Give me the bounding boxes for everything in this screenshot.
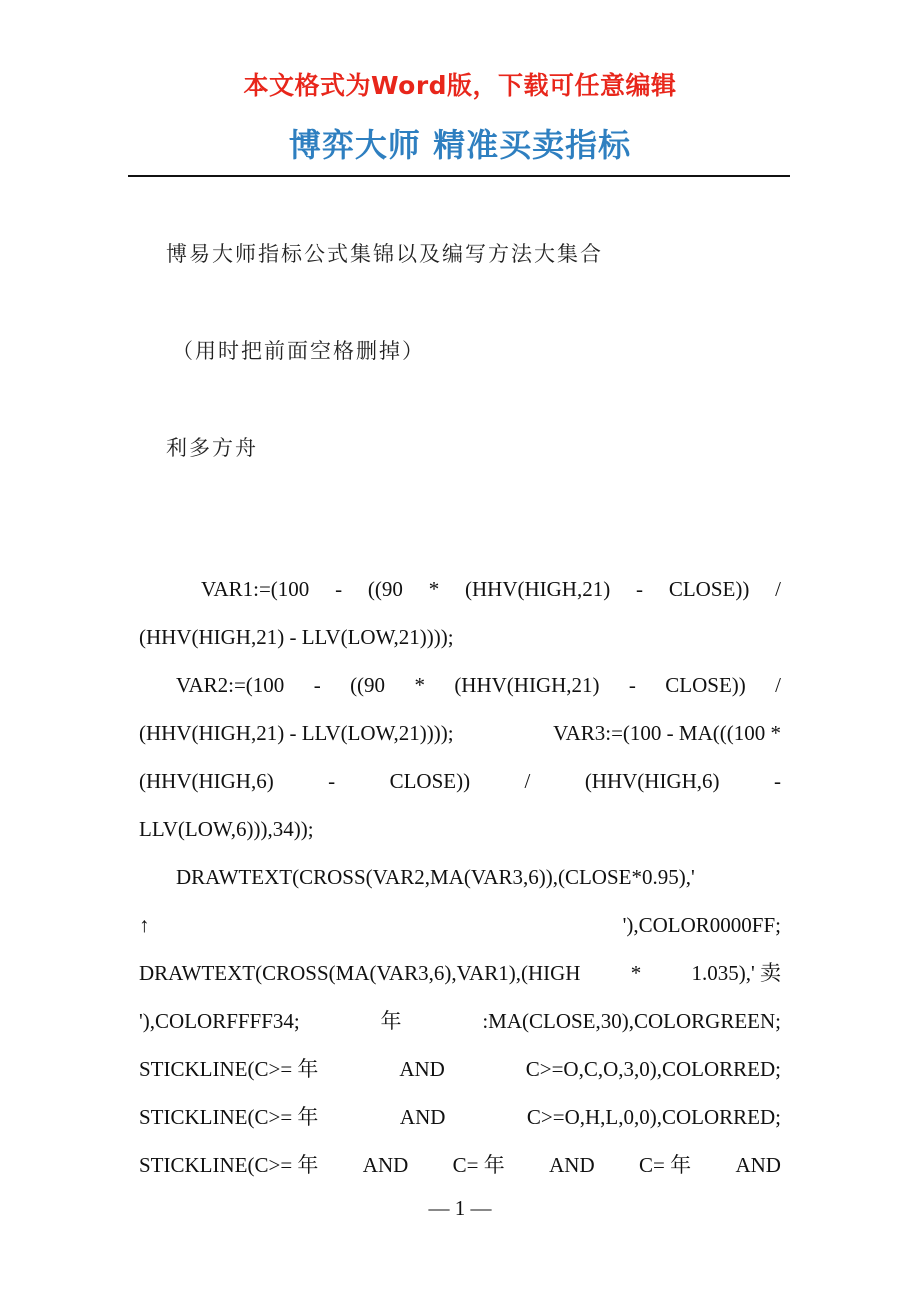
code-line: ↑ '),COLOR0000FF; [139,909,781,941]
document-title: 博易大师指标公式集锦以及编写方法大集合 [166,242,603,266]
page-number: — 1 — [428,1196,492,1220]
header-divider [128,175,790,177]
code-line: STICKLINE(C>= 年 AND C= 年 AND C= 年 AND [139,1153,781,1177]
code-line: (HHV(HIGH,21) - LLV(LOW,21)))); VAR3:=(100 - MA(((100 * [139,721,781,745]
code-line: STICKLINE(C>= 年 AND C>=O,H,L,0,0),COLORRED; [139,1105,781,1129]
code-line: DRAWTEXT(CROSS(MA(VAR3,6),VAR1),(HIGH * 1.035),' 卖 [139,961,781,985]
format-notice-banner: 本文格式为Word版，下载可任意编辑 [243,71,677,100]
usage-note: （用时把前面空格删掉） [172,339,425,363]
up-arrow-glyph: ↑ [139,913,150,937]
subtitle-banner: 博弈大师 精准买卖指标 [288,126,632,164]
code-line: STICKLINE(C>= 年 AND C>=O,C,O,3,0),COLORRED; [139,1057,781,1081]
code-line: VAR1:=(100 - ((90 * (HHV(HIGH,21) - CLOSE)) / [201,577,781,601]
code-line: VAR2:=(100 - ((90 * (HHV(HIGH,21) - CLOSE)) / [176,673,781,697]
code-line: '),COLORFFFF34; 年 :MA(CLOSE,30),COLORGREEN; [139,1009,781,1033]
code-line: LLV(LOW,6))),34)); [139,817,314,841]
code-line: (HHV(HIGH,21) - LLV(LOW,21)))); [139,625,454,649]
code-line: DRAWTEXT(CROSS(VAR2,MA(VAR3,6)),(CLOSE*0.95),' [176,865,695,889]
section-heading: 利多方舟 [166,436,258,460]
code-line: (HHV(HIGH,6) - CLOSE)) / (HHV(HIGH,6) - [139,769,781,793]
